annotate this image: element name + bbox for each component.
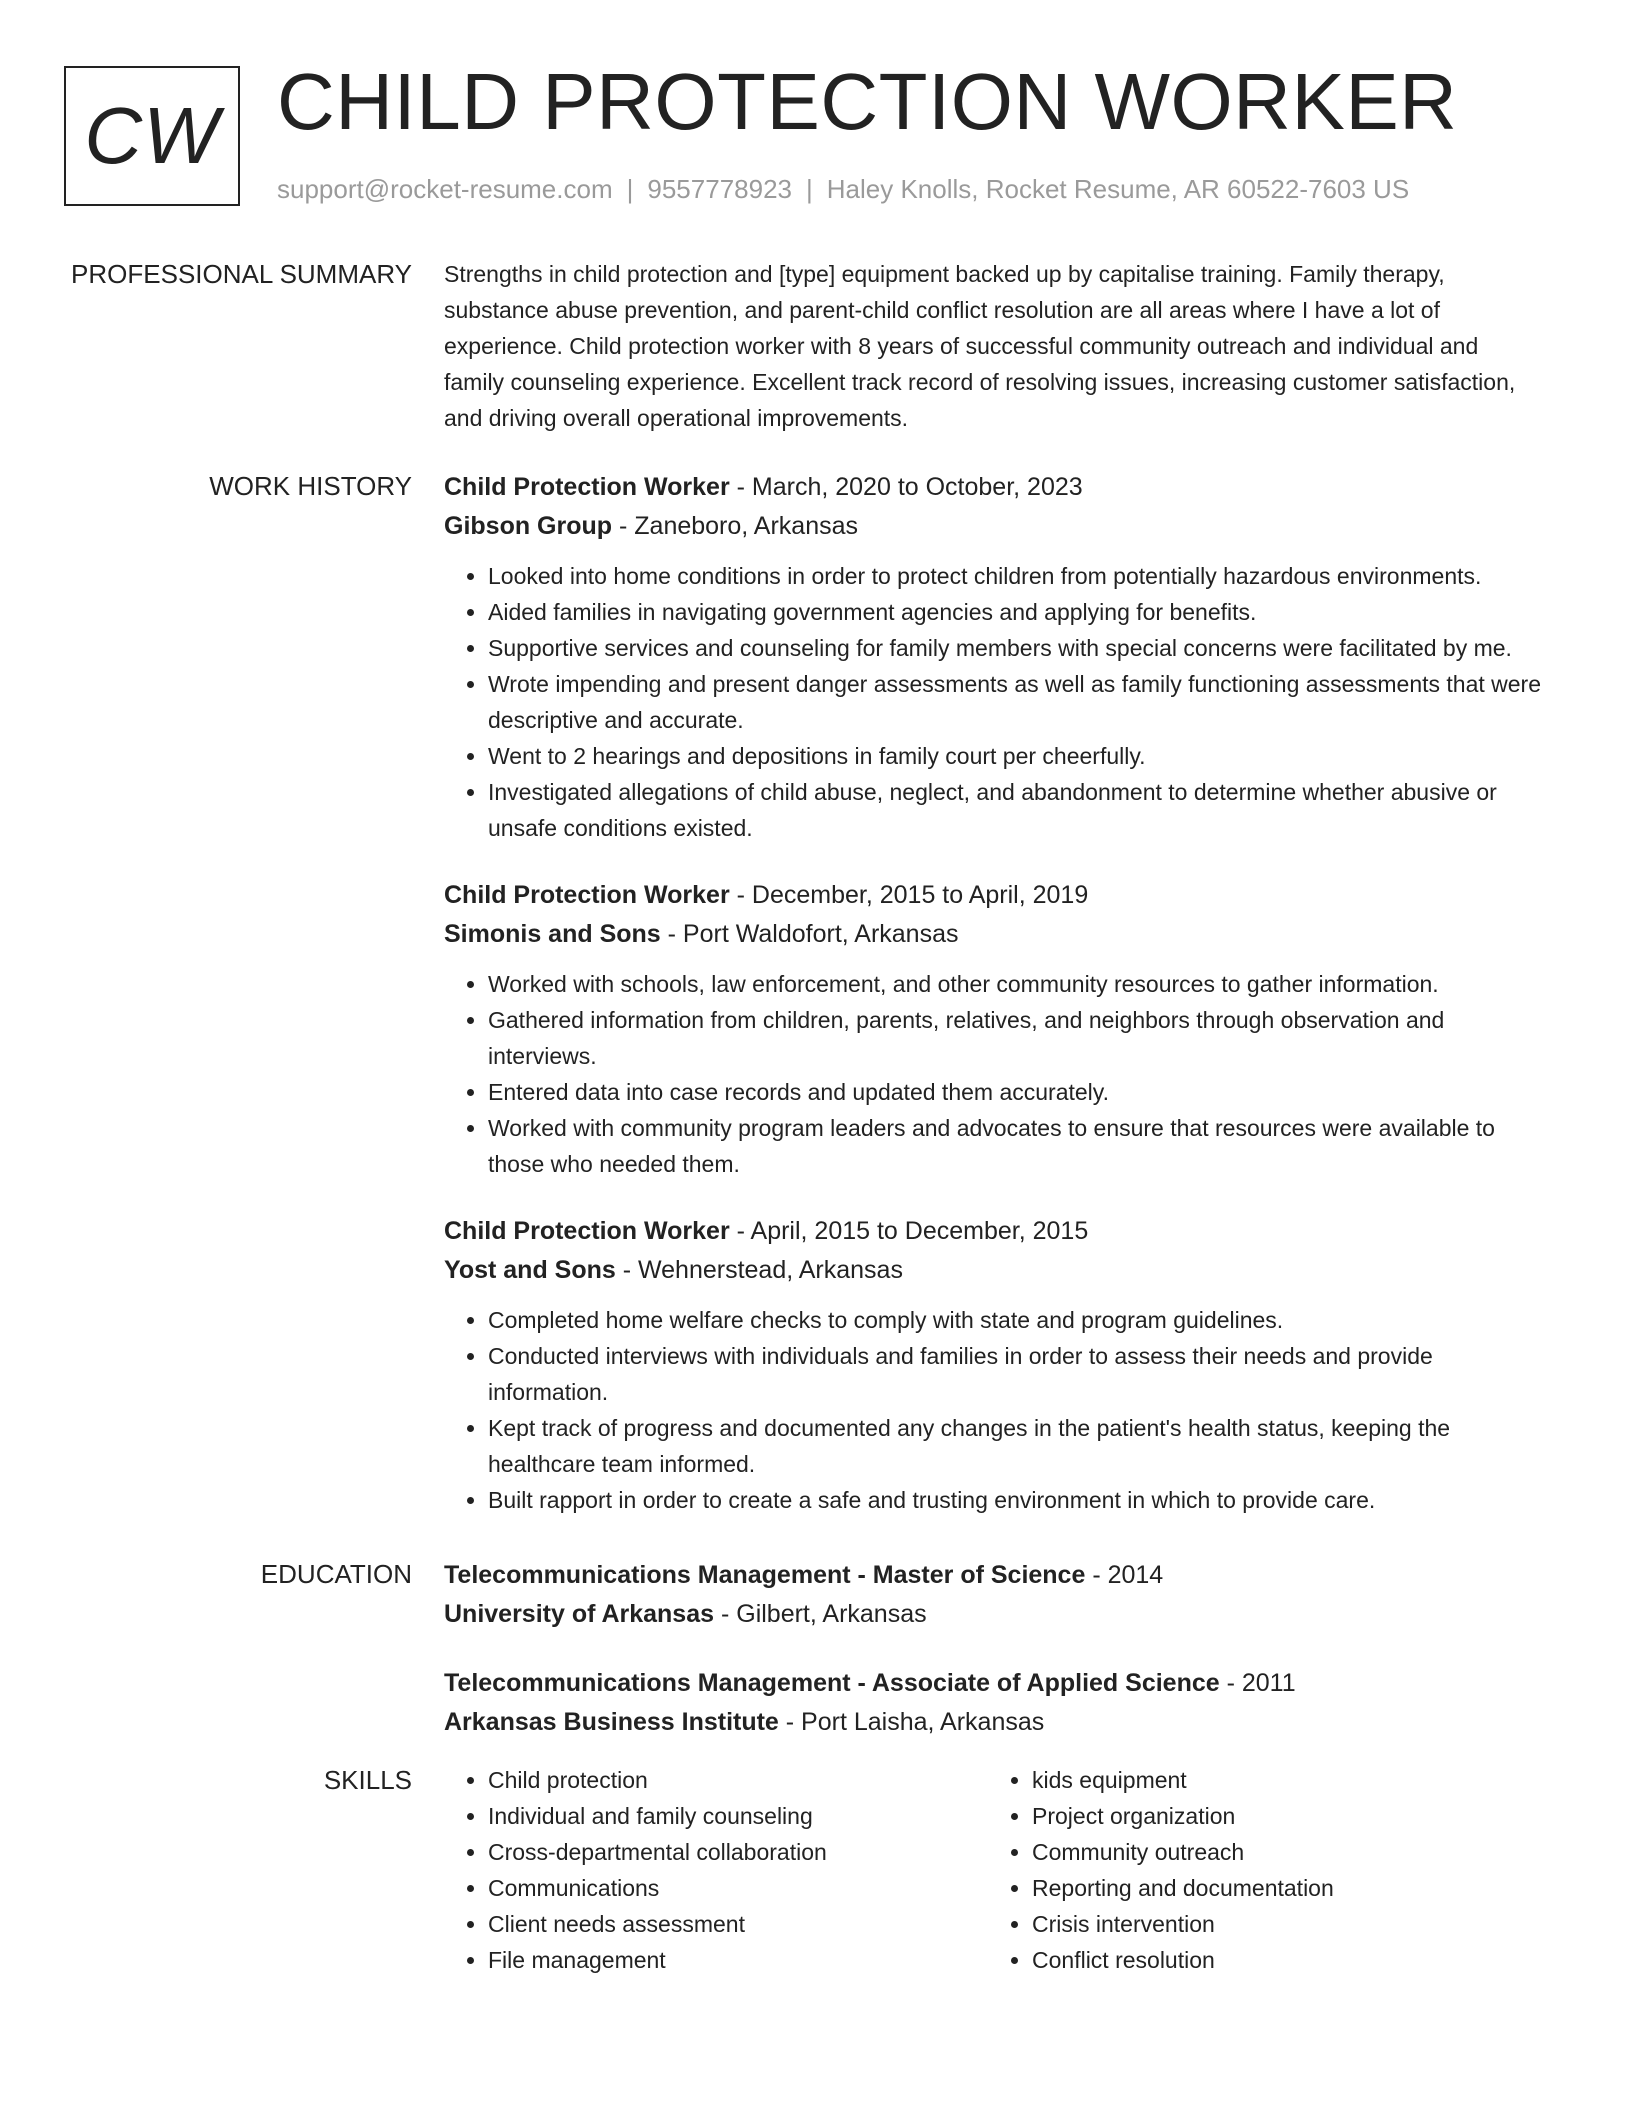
- job-location: - Wehnerstead, Arkansas: [615, 1256, 903, 1284]
- job-bullet: • Aided families in navigating government agencies and applying for benefits.: [488, 594, 1544, 630]
- skill-item: • Community outreach: [1032, 1834, 1532, 1870]
- school-location: - Gilbert, Arkansas: [714, 1600, 927, 1628]
- skill-item: • Crisis intervention: [1032, 1906, 1532, 1942]
- education-heading: EDUCATION: [260, 1559, 412, 1589]
- education-section: [0, 1556, 1632, 1742]
- contact-separator: |: [626, 174, 634, 204]
- education-entry: [444, 1556, 1544, 1634]
- job-title: Child Protection Worker: [444, 881, 730, 909]
- contact-phone[interactable]: 9557778923: [647, 174, 792, 204]
- job-dates: - December, 2015 to April, 2019: [729, 881, 1089, 909]
- contact-address: Haley Knolls, Rocket Resume, AR 60522-7603 US: [826, 174, 1410, 204]
- summary-heading: PROFESSIONAL SUMMARY: [71, 259, 412, 289]
- job-list: [444, 468, 1544, 1538]
- skill-item: • Communications: [488, 1870, 988, 1906]
- job-bullet: • Went to 2 hearings and depositions in family court per cheerfully.: [488, 738, 1544, 774]
- skill-item: • Individual and family counseling: [488, 1798, 988, 1834]
- job-bullet: • Worked with schools, law enforcement, and other community resources to gather information.: [488, 966, 1544, 1002]
- job-company: Gibson Group: [444, 512, 613, 540]
- job-bullet: • Investigated allegations of child abuse, neglect, and abandonment to determine whether abusive or unsafe conditions existed.: [488, 774, 1544, 846]
- job-bullets: [444, 1302, 1544, 1518]
- job-dates: - April, 2015 to December, 2015: [729, 1217, 1089, 1245]
- skill-item: • kids equipment: [1032, 1762, 1532, 1798]
- contact-email[interactable]: support@rocket-resume.com: [277, 174, 613, 204]
- contact-separator: |: [806, 174, 813, 204]
- skill-item: • Conflict resolution: [1032, 1942, 1532, 1978]
- job-title: Child Protection Worker: [444, 1217, 730, 1245]
- skill-item: • Project organization: [1032, 1798, 1532, 1834]
- job-bullet: • Entered data into case records and updated them accurately.: [488, 1074, 1544, 1110]
- job-title: Child Protection Worker: [444, 473, 730, 501]
- school-line: [444, 1595, 1544, 1634]
- job-bullet: • Supportive services and counseling for family members with special concerns were facilitated by me.: [488, 630, 1544, 666]
- skill-item: • Client needs assessment: [488, 1906, 988, 1942]
- job-entry: [444, 1212, 1544, 1518]
- degree-line: [444, 1664, 1544, 1703]
- school-name: Arkansas Business Institute: [444, 1708, 779, 1736]
- skill-item: • Child protection: [488, 1762, 988, 1798]
- job-title-line: [444, 1212, 1544, 1251]
- education-entry: [444, 1664, 1544, 1742]
- degree: Telecommunications Management - Master of Science: [444, 1561, 1086, 1589]
- skills-grid: [444, 1762, 1544, 1978]
- summary-section: [0, 256, 1632, 436]
- job-title-line: [444, 468, 1544, 507]
- contact-line: [277, 174, 1409, 205]
- summary-text: Strengths in child protection and [type] equipment backed up by capitalise training. Family therapy, substance abuse prevention, and parent-child conflict resolution are all areas where I have a lot of experience. Child protection worker with 8 years of successful community outreach and individual and family counseling experience. Excellent track record of resolving issues, increasing customer satisfaction, and driving overall operational improvements.: [444, 261, 1516, 431]
- school-location: - Port Laisha, Arkansas: [778, 1708, 1045, 1736]
- degree-line: [444, 1556, 1544, 1595]
- skills-column-left: [444, 1762, 988, 1978]
- skill-item: • Cross-departmental collaboration: [488, 1834, 988, 1870]
- job-bullets: [444, 966, 1544, 1182]
- job-bullet: • Conducted interviews with individuals and families in order to assess their needs and provide information.: [488, 1338, 1544, 1410]
- degree: Telecommunications Management - Associate of Applied Science: [444, 1669, 1220, 1697]
- job-bullet: • Wrote impending and present danger assessments as well as family functioning assessments that were descriptive and accurate.: [488, 666, 1544, 738]
- skills-section: [0, 1762, 1632, 1978]
- job-bullet: • Looked into home conditions in order to protect children from potentially hazardous environments.: [488, 558, 1544, 594]
- resume-title: CHILD PROTECTION WORKER: [277, 57, 1458, 146]
- job-title-line: [444, 876, 1544, 915]
- job-entry: [444, 468, 1544, 846]
- job-bullet: • Kept track of progress and documented any changes in the patient's health status, keeping the healthcare team informed.: [488, 1410, 1544, 1482]
- job-dates: - March, 2020 to October, 2023: [729, 473, 1083, 501]
- school-line: [444, 1703, 1544, 1742]
- skill-item: • Reporting and documentation: [1032, 1870, 1532, 1906]
- job-bullet: • Built rapport in order to create a safe and trusting environment in which to provide care.: [488, 1482, 1544, 1518]
- job-bullet: • Worked with community program leaders and advocates to ensure that resources were available to those who needed them.: [488, 1110, 1544, 1182]
- resume-content: [0, 256, 1632, 1978]
- work-history-heading: WORK HISTORY: [209, 471, 412, 501]
- job-company: Yost and Sons: [444, 1256, 616, 1284]
- job-bullet: • Gathered information from children, parents, relatives, and neighbors through observation and interviews.: [488, 1002, 1544, 1074]
- job-company-line: [444, 507, 1544, 546]
- degree-year: - 2011: [1219, 1669, 1296, 1697]
- job-company-line: [444, 915, 1544, 954]
- job-entry: [444, 876, 1544, 1182]
- job-bullets: [444, 558, 1544, 846]
- work-history-section: [0, 468, 1632, 1538]
- skills-column-right: [988, 1762, 1532, 1978]
- education-list: [444, 1556, 1544, 1742]
- skill-item: • File management: [488, 1942, 988, 1978]
- degree-year: - 2014: [1085, 1561, 1164, 1589]
- job-bullet: • Completed home welfare checks to comply with state and program guidelines.: [488, 1302, 1544, 1338]
- monogram: CW: [64, 66, 240, 206]
- job-company-line: [444, 1251, 1544, 1290]
- job-company: Simonis and Sons: [444, 920, 661, 948]
- school-name: University of Arkansas: [444, 1600, 715, 1628]
- skills-heading: SKILLS: [323, 1765, 412, 1795]
- job-location: - Port Waldofort, Arkansas: [660, 920, 959, 948]
- job-location: - Zaneboro, Arkansas: [612, 512, 859, 540]
